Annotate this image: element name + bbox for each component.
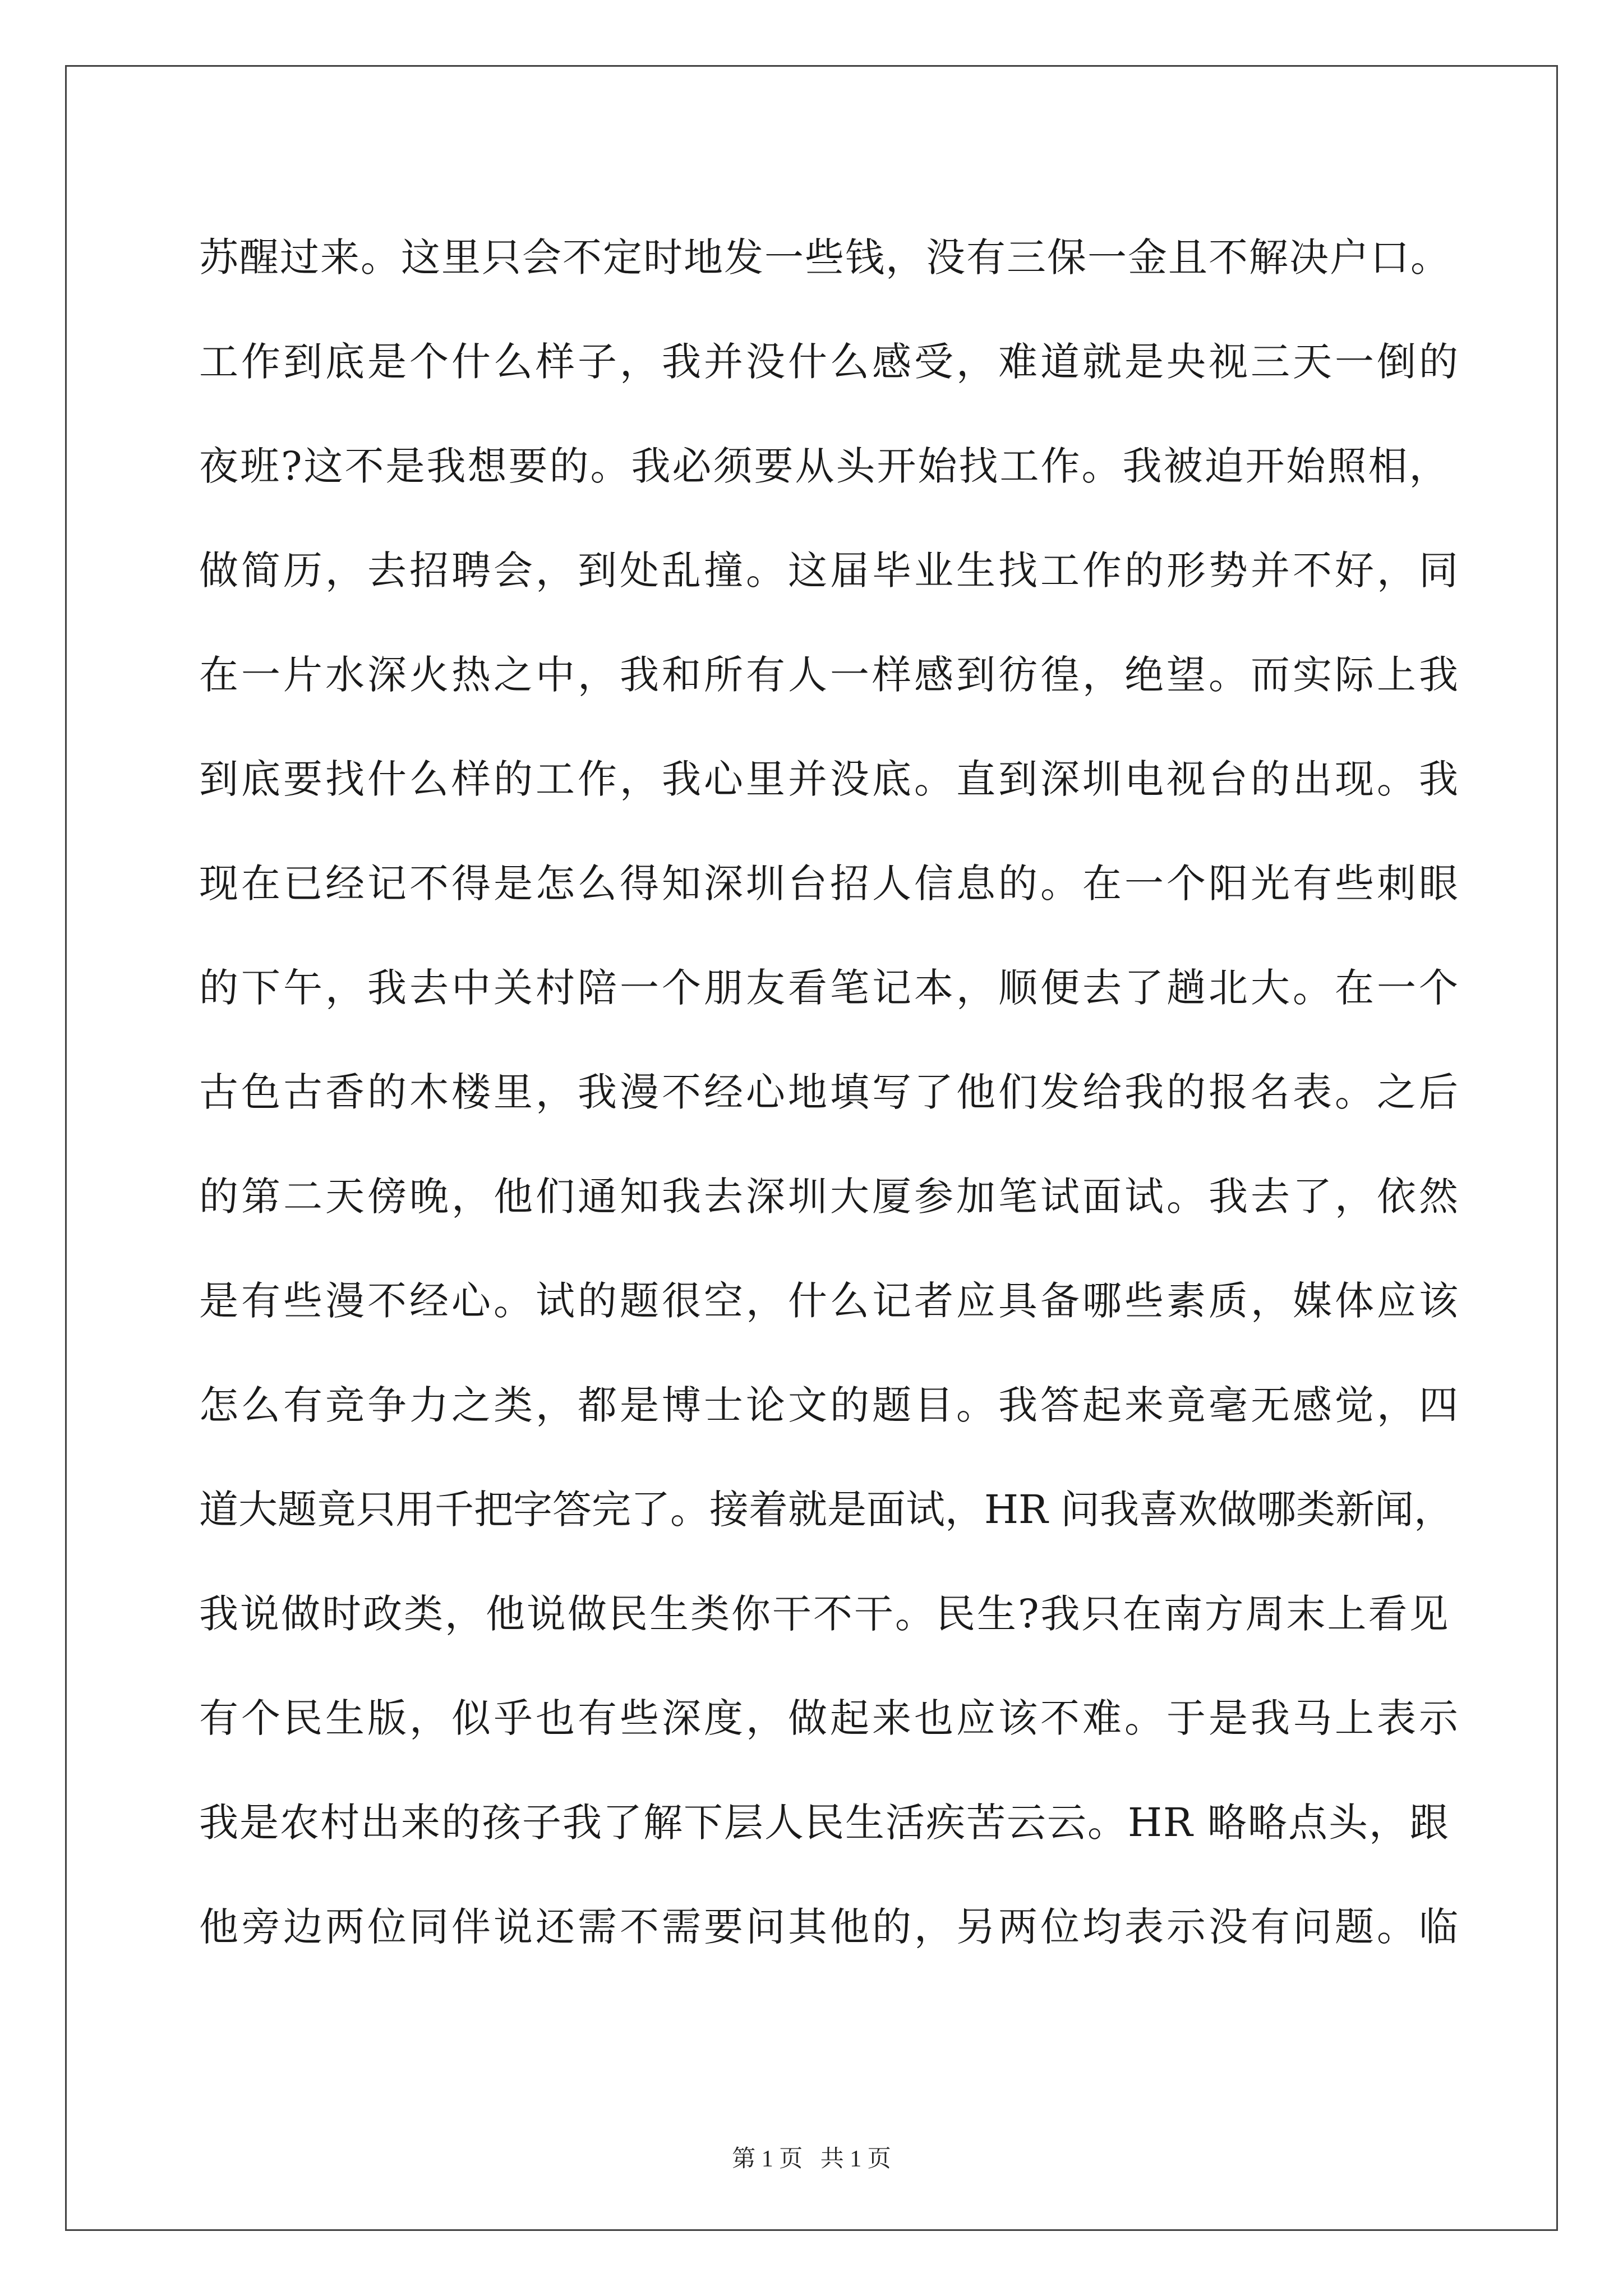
text-line: 夜班?这不是我想要的。我必须要从头开始找工作。我被迫开始照相， xyxy=(199,443,1450,489)
text-line: 我是农村出来的孩子我了解下层人民生活疾苦云云。HR 略略点头，跟 xyxy=(199,1800,1450,1846)
text-line: 苏醒过来。这里只会不定时地发一些钱，没有三保一金且不解决户口。 xyxy=(199,234,1451,280)
text-line: 古色古香的木楼里，我漫不经心地填写了他们发给我的报名表。之后 xyxy=(199,1069,1461,1115)
text-line: 怎么有竞争力之类，都是博士论文的题目。我答起来竟毫无感觉，四 xyxy=(199,1382,1461,1428)
text-line: 的下午，我去中关村陪一个朋友看笔记本，顺便去了趟北大。在一个 xyxy=(199,965,1461,1011)
text-line: 做简历，去招聘会，到处乱撞。这届毕业生找工作的形势并不好，同 xyxy=(199,547,1461,593)
text-line: 是有些漫不经心。试的题很空，什么记者应具备哪些素质，媒体应该 xyxy=(199,1278,1461,1324)
text-line: 工作到底是个什么样子，我并没什么感受，难道就是央视三天一倒的 xyxy=(199,339,1461,385)
page-footer: 第 1 页 共 1 页 xyxy=(732,2146,891,2172)
text-line: 我说做时政类，他说做民生类你干不干。民生?我只在南方周末上看见 xyxy=(199,1591,1450,1637)
text-line: 到底要找什么样的工作，我心里并没底。直到深圳电视台的出现。我 xyxy=(199,756,1461,802)
document-body xyxy=(199,205,1461,1979)
text-line: 在一片水深火热之中，我和所有人一样感到彷徨，绝望。而实际上我 xyxy=(199,652,1461,698)
text-line: 现在已经记不得是怎么得知深圳台招人信息的。在一个阳光有些刺眼 xyxy=(199,861,1461,907)
text-line: 道大题竟只用千把字答完了。接着就是面试，HR 问我喜欢做哪类新闻， xyxy=(199,1487,1453,1533)
text-line: 他旁边两位同伴说还需不需要问其他的，另两位均表示没有问题。临 xyxy=(199,1904,1461,1950)
text-line: 的第二天傍晚，他们通知我去深圳大厦参加笔试面试。我去了，依然 xyxy=(199,1174,1461,1220)
text-line: 有个民生版，似乎也有些深度，做起来也应该不难。于是我马上表示 xyxy=(199,1695,1461,1741)
